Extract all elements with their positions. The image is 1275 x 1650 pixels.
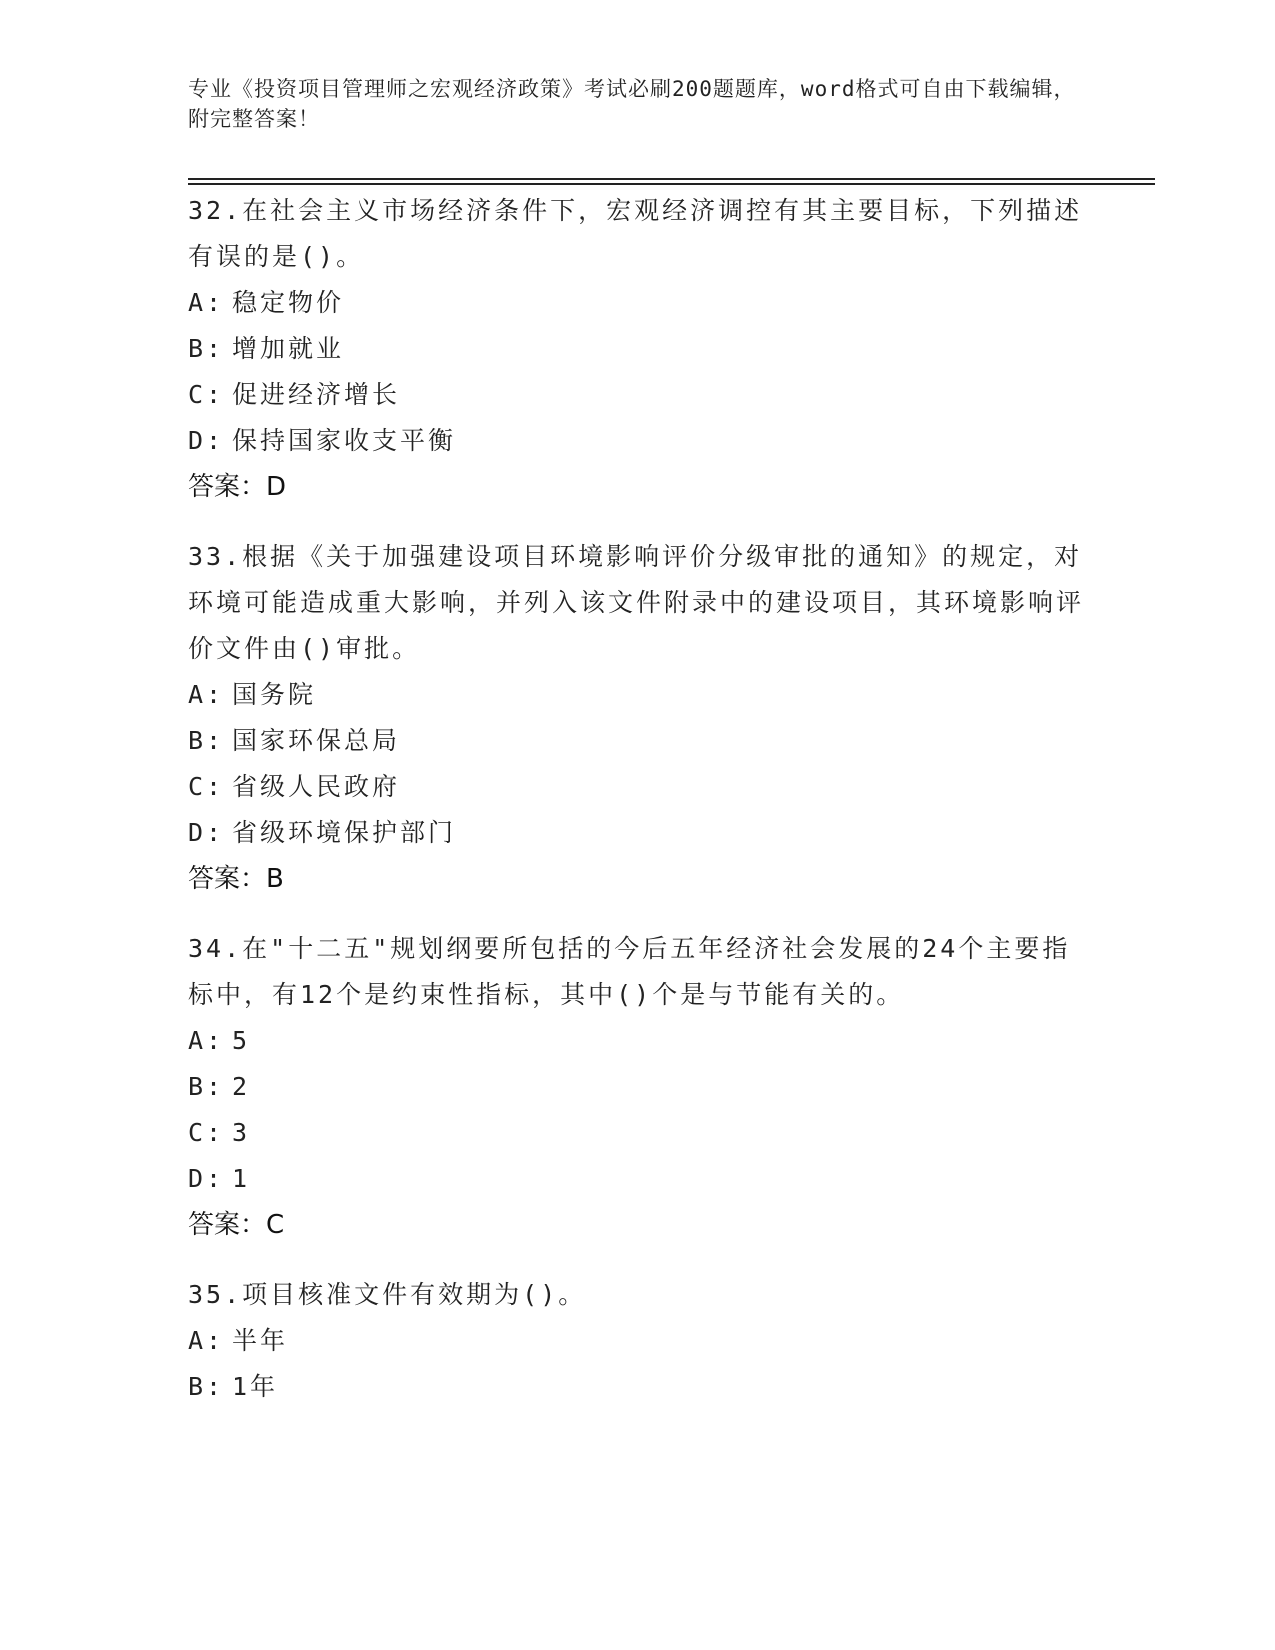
option-d xyxy=(188,418,1088,464)
option-letter: A: xyxy=(188,288,225,317)
option-text: 保持国家收支平衡 xyxy=(232,426,457,455)
document-header: 专业《投资项目管理师之宏观经济政策》考试必刷200题题库，word格式可自由下载编辑，附完整答案！ xyxy=(188,77,1076,131)
question-34 xyxy=(188,926,1088,1248)
option-letter: C: xyxy=(188,380,225,409)
option-letter: B: xyxy=(188,334,225,363)
option-text: 省级环境保护部门 xyxy=(232,818,457,847)
option-text: 2 xyxy=(232,1072,251,1101)
answer-line: 答案：B xyxy=(188,864,284,894)
question-stem: 32.在社会主义市场经济条件下，宏观经济调控有其主要目标，下列描述有误的是()。 xyxy=(188,196,1083,271)
question-35 xyxy=(188,1272,1088,1410)
option-letter: A: xyxy=(188,680,225,709)
option-letter: C: xyxy=(188,1118,225,1147)
option-b xyxy=(188,1364,1088,1410)
question-stem: 33.根据《关于加强建设项目环境影响评价分级审批的通知》的规定，对环境可能造成重大影响，并列入该文件附录中的建设项目，其环境影响评价文件由()审批。 xyxy=(188,542,1085,663)
option-letter: A: xyxy=(188,1326,225,1355)
option-text: 1 xyxy=(232,1164,251,1193)
question-stem: 34.在"十二五"规划纲要所包括的今后五年经济社会发展的24个主要指标中，有12个是约束性指标，其中()个是与节能有关的。 xyxy=(188,934,1071,1009)
option-text: 半年 xyxy=(232,1326,289,1355)
option-letter: D: xyxy=(188,1164,225,1193)
option-letter: B: xyxy=(188,1072,225,1101)
option-text: 5 xyxy=(232,1026,251,1055)
option-text: 3 xyxy=(232,1118,251,1147)
option-b xyxy=(188,718,1088,764)
option-letter: B: xyxy=(188,1372,225,1401)
option-text: 1年 xyxy=(232,1372,279,1401)
option-text: 国家环保总局 xyxy=(232,726,401,755)
header-rule-bottom xyxy=(188,183,1155,185)
option-a xyxy=(188,280,1088,326)
option-letter: D: xyxy=(188,426,225,455)
option-letter: A: xyxy=(188,1026,225,1055)
option-b xyxy=(188,326,1088,372)
question-stem: 35.项目核准文件有效期为()。 xyxy=(188,1280,587,1309)
question-32 xyxy=(188,188,1088,510)
option-text: 促进经济增长 xyxy=(232,380,401,409)
option-c xyxy=(188,764,1088,810)
option-c xyxy=(188,1110,1088,1156)
option-a xyxy=(188,672,1088,718)
option-letter: C: xyxy=(188,772,225,801)
header-rule-top xyxy=(188,178,1155,180)
option-d xyxy=(188,810,1088,856)
option-text: 国务院 xyxy=(232,680,317,709)
question-list xyxy=(188,188,1088,1434)
option-a xyxy=(188,1018,1088,1064)
option-d xyxy=(188,1156,1088,1202)
option-b xyxy=(188,1064,1088,1110)
answer-line: 答案：C xyxy=(188,1210,285,1240)
answer-line: 答案：D xyxy=(188,472,287,502)
option-text: 省级人民政府 xyxy=(232,772,401,801)
option-text: 稳定物价 xyxy=(232,288,345,317)
option-c xyxy=(188,372,1088,418)
option-a xyxy=(188,1318,1088,1364)
option-letter: B: xyxy=(188,726,225,755)
option-letter: D: xyxy=(188,818,225,847)
question-33 xyxy=(188,534,1088,902)
option-text: 增加就业 xyxy=(232,334,345,363)
